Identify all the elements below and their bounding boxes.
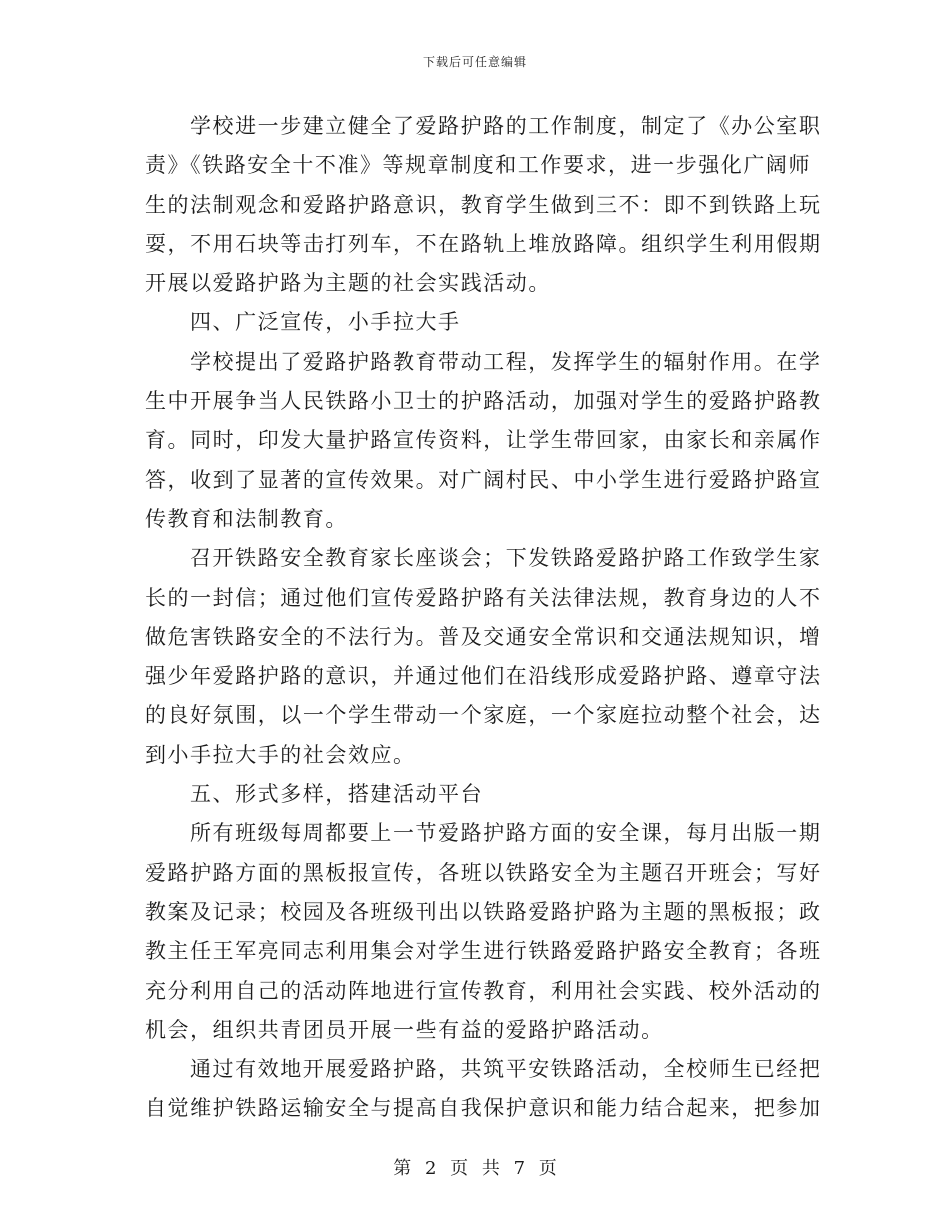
paragraph-line: 生中开展争当人民铁路小卫士的护路活动，加强对学生的爱路护路教 — [145, 389, 822, 414]
paragraph-line: 传教育和法制教育。 — [145, 506, 348, 531]
paragraph-line: 强少年爱路护路的意识，并通过他们在沿线形成爱路护路、遵章守法 — [145, 664, 822, 689]
document-body — [145, 107, 822, 1129]
page-label-suffix: 页 — [538, 1158, 557, 1179]
page-label-prefix: 第 — [393, 1158, 412, 1179]
page-header: 下载后可任意编辑 — [422, 55, 527, 69]
paragraph-line: 机会，组织共青团员开展一些有益的爱路护路活动。 — [145, 1017, 664, 1042]
paragraph-line: 自觉维护铁路运输安全与提高自我保护意识和能力结合起来，把参加 — [145, 1096, 822, 1121]
page-footer — [0, 1154, 950, 1180]
paragraph-line: 学校提出了爱路护路教育带动工程，发挥学生的辐射作用。在学 — [190, 349, 822, 374]
page-label-mid: 页 — [450, 1158, 469, 1179]
paragraph-line: 的良好氛围，以一个学生带动一个家庭，一个家庭拉动整个社会，达 — [145, 703, 822, 728]
paragraph-line: 通过有效地开展爱路护路，共筑平安铁路活动，全校师生已经把 — [190, 1057, 822, 1082]
paragraph-line: 耍，不用石块等击打列车，不在路轨上堆放路障。组织学生利用假期 — [145, 231, 822, 256]
paragraph-line: 充分利用自己的活动阵地进行宣传教育，利用社会实践、校外活动的 — [145, 978, 822, 1003]
paragraph-line: 育。同时，印发大量护路宣传资料，让学生带回家，由家长和亲属作 — [145, 428, 822, 453]
paragraph-line: 到小手拉大手的社会效应。 — [145, 742, 416, 767]
section-heading: 四、广泛宣传，小手拉大手 — [190, 310, 461, 335]
paragraph-line: 所有班级每周都要上一节爱路护路方面的安全课，每月出版一期 — [190, 821, 822, 846]
total-label: 共 — [481, 1158, 500, 1179]
paragraph-line: 生的法制观念和爱路护路意识，教育学生做到三不：即不到铁路上玩 — [145, 192, 822, 217]
paragraph-line: 召开铁路安全教育家长座谈会；下发铁路爱路护路工作致学生家 — [190, 546, 822, 571]
paragraph-line: 长的一封信；通过他们宣传爱路护路有关法律法规，教育身边的人不 — [145, 585, 822, 610]
section-heading: 五、形式多样，搭建活动平台 — [190, 782, 484, 807]
paragraph-line: 答，收到了显著的宣传效果。对广阔村民、中小学生进行爱路护路宣 — [145, 467, 822, 492]
current-page-number: 2 — [424, 1158, 437, 1179]
paragraph-line: 开展以爱路护路为主题的社会实践活动。 — [145, 271, 551, 296]
paragraph-line: 教主任王军亮同志利用集会对学生进行铁路爱路护路安全教育；各班 — [145, 939, 822, 964]
total-pages-number: 7 — [513, 1158, 526, 1179]
paragraph-line: 爱路护路方面的黑板报宣传，各班以铁路安全为主题召开班会；写好 — [145, 860, 822, 885]
paragraph-line: 教案及记录；校园及各班级刊出以铁路爱路护路为主题的黑板报；政 — [145, 899, 822, 924]
paragraph-line: 责》《铁路安全十不准》等规章制度和工作要求，进一步强化广阔师 — [145, 153, 811, 178]
paragraph-line: 学校进一步建立健全了爱路护路的工作制度，制定了《办公室职 — [190, 114, 822, 138]
paragraph-line: 做危害铁路安全的不法行为。普及交通安全常识和交通法规知识，增 — [145, 624, 822, 649]
